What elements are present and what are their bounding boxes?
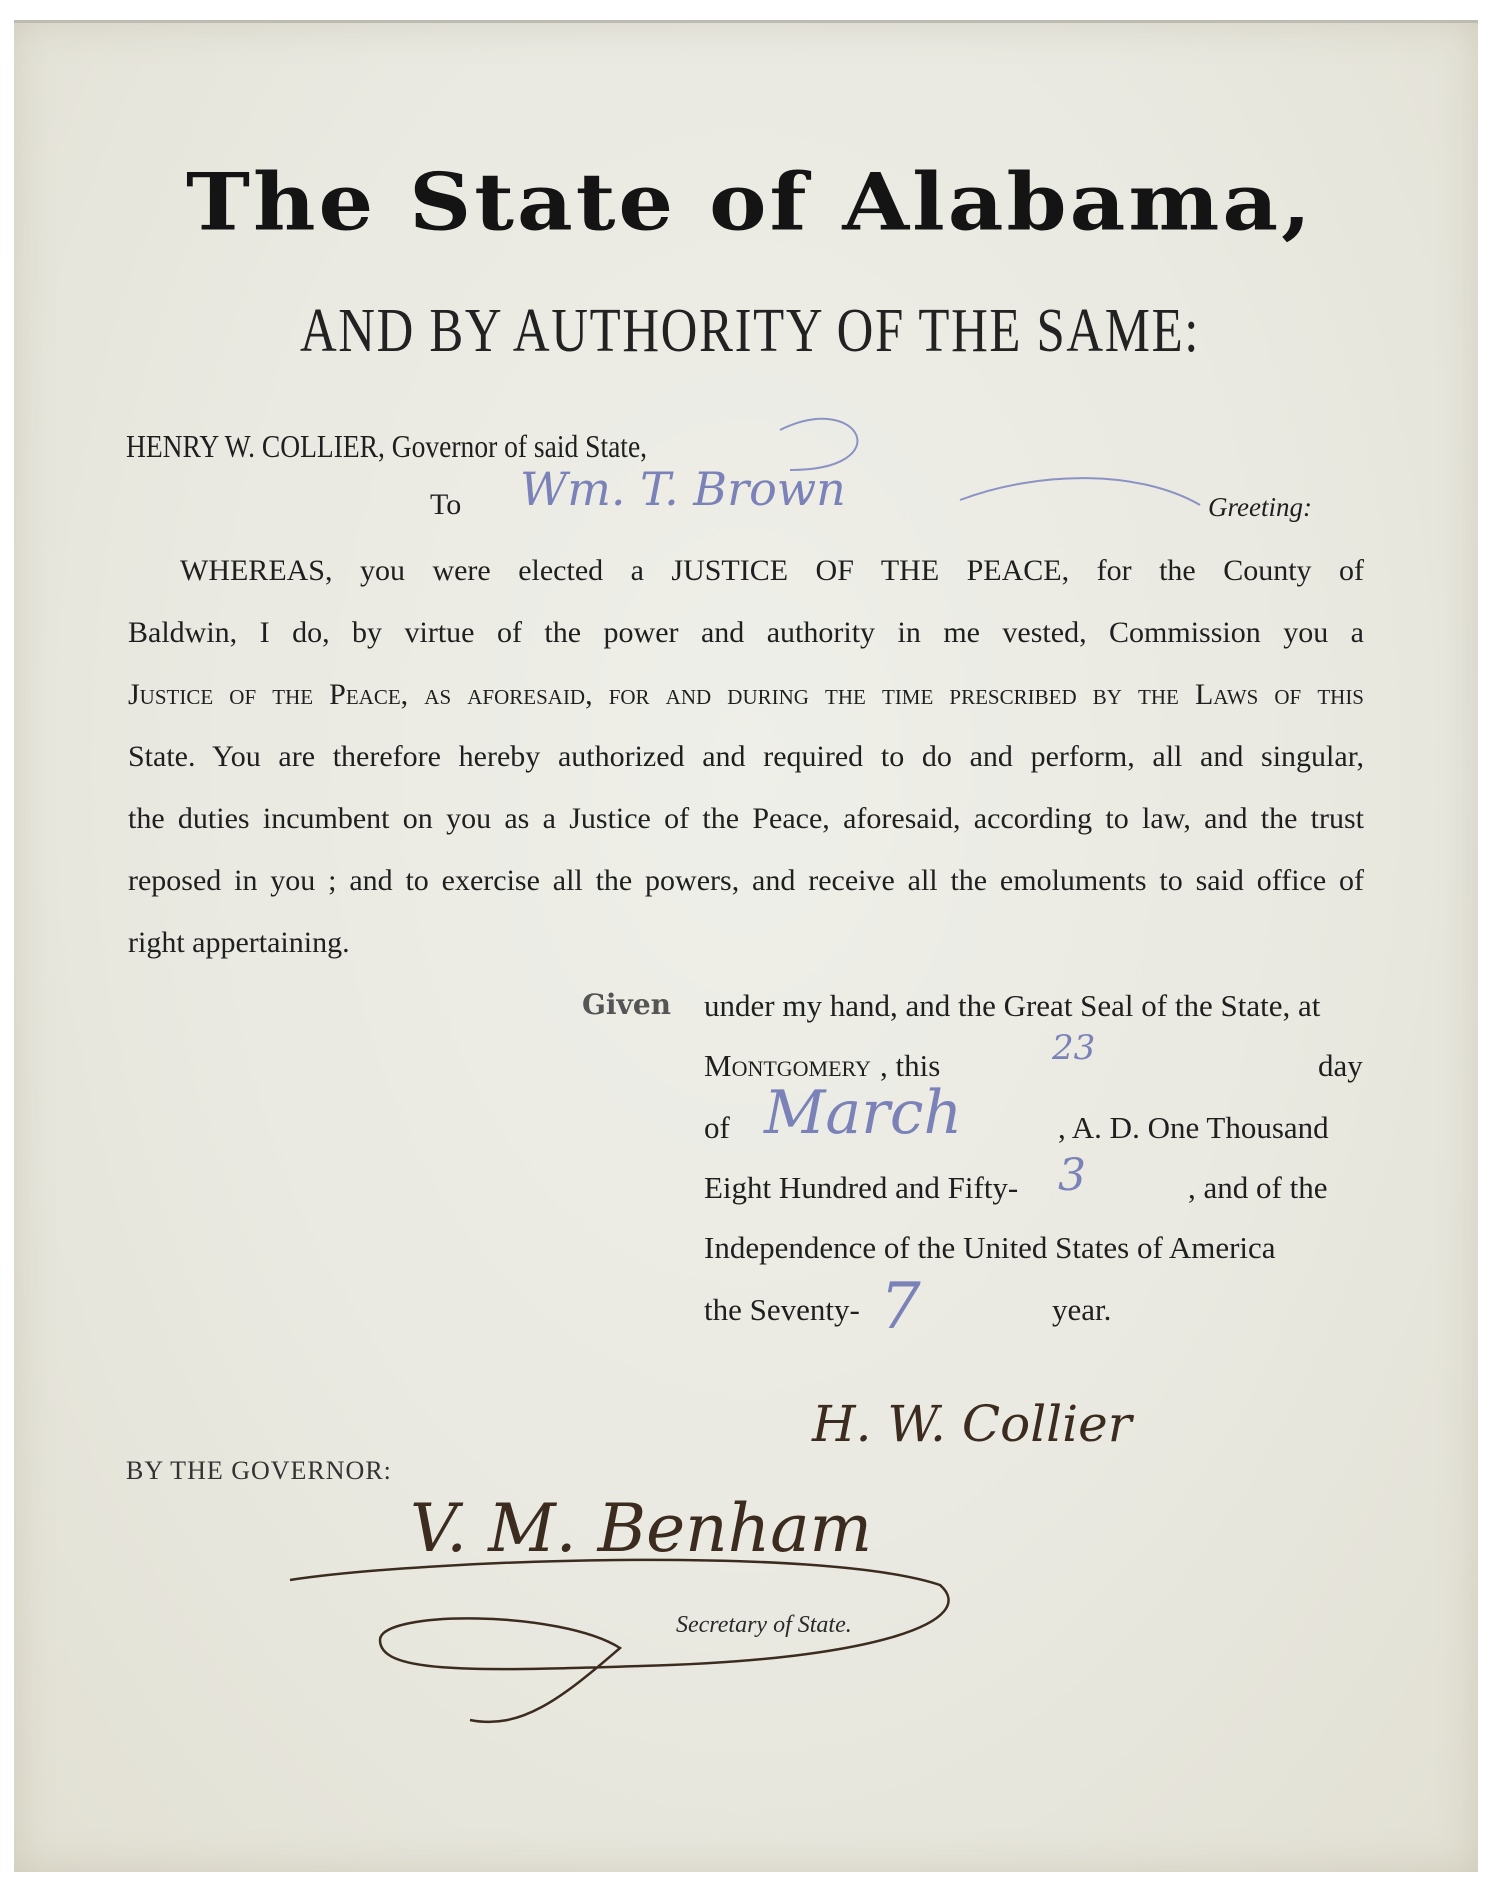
given-word: Given (582, 988, 671, 1021)
year-intro: , A. D. One Thousand (1058, 1110, 1329, 1145)
day-handwritten: 23 (1052, 1028, 1096, 1068)
recipient-handwritten: Wm. T. Brown (520, 462, 846, 516)
body-line-5: the duties incumbent on you as a Justice of the Peace, aforesaid, according to law, and the trust (128, 802, 1364, 835)
document-subtitle: AND BY AUTHORITY OF THE SAME: (299, 297, 1201, 365)
governor-line: HENRY W. COLLIER, Governor of said State, (126, 428, 648, 464)
greeting: Greeting: (1208, 492, 1312, 522)
year-handwritten: 3 (1058, 1150, 1086, 1201)
by-the-governor: BY THE GOVERNOR: (126, 1456, 392, 1485)
to-label: To (430, 488, 462, 521)
of-label: of (704, 1110, 730, 1145)
secretary-signature: V. M. Benham (410, 1490, 873, 1567)
this-label: , this (880, 1048, 941, 1083)
independence-handwritten: 7 (880, 1270, 921, 1344)
independence-line: Independence of the United States of America (704, 1230, 1276, 1265)
day-label: day (1318, 1048, 1363, 1083)
year-label: year. (1052, 1292, 1112, 1327)
body-line-4: State. You are therefore hereby authorized and required to do and perform, all and singular, (128, 740, 1364, 773)
secretary-title: Secretary of State. (676, 1612, 852, 1638)
and-of-the-label: , and of the (1188, 1170, 1328, 1205)
body-line-2: Baldwin, I do, by virtue of the power and authority in me vested, Commission you a (128, 616, 1364, 649)
month-handwritten: March (764, 1078, 963, 1148)
document-title: The State of Alabama, (185, 156, 1315, 249)
body-line-3: Justice of the Peace, as aforesaid, for and during the time prescribed by the Laws of this (128, 678, 1364, 711)
attestation-line-1: under my hand, and the Great Seal of the State, at (704, 988, 1321, 1023)
the-seventy-label: the Seventy- (704, 1292, 860, 1327)
body-line-6: reposed in you ; and to exercise all the powers, and receive all the emoluments to said office of (128, 864, 1364, 897)
century-label: Eight Hundred and Fifty- (704, 1170, 1019, 1205)
governor-signature: H. W. Collier (812, 1395, 1132, 1453)
place-montgomery: Montgomery (704, 1048, 871, 1083)
body-line-7: right appertaining. (128, 926, 350, 959)
body-line-1: WHEREAS, you were elected a JUSTICE OF THE PEACE, for the County of (180, 554, 1364, 587)
